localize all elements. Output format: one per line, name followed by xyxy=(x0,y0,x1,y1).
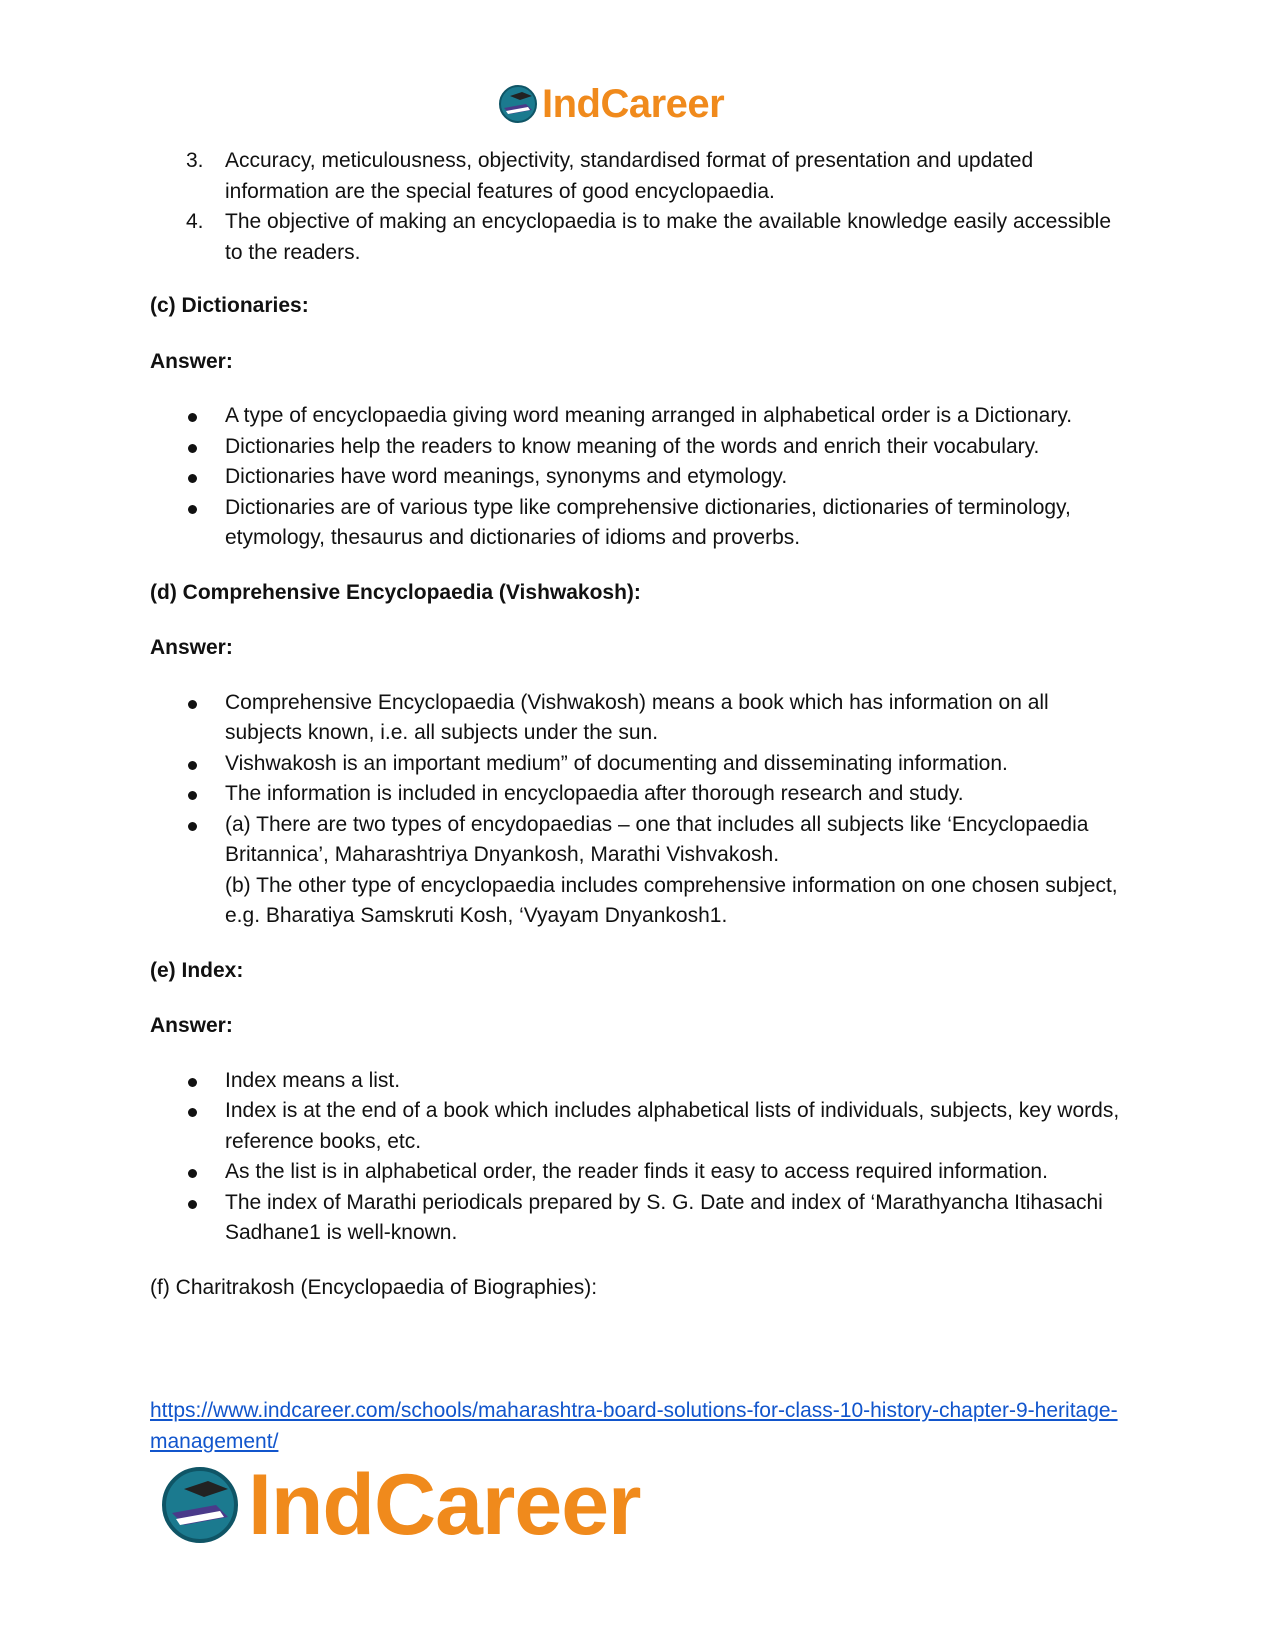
answer-label: Answer: xyxy=(150,636,233,659)
bullet-dot xyxy=(188,822,197,831)
bullet-text: Dictionaries have word meanings, synonyms and etymology. xyxy=(225,465,788,488)
bullet-item xyxy=(150,493,1130,554)
bullet-dot xyxy=(188,761,197,770)
list-marker: 3. xyxy=(186,149,204,172)
footer-url-link[interactable]: https://www.indcareer.com/schools/maharashtra-board-solutions-for-class-10-history-chapter-9-heritage-management/ xyxy=(150,1399,1118,1453)
document-body xyxy=(150,146,1130,1303)
bullet-dot xyxy=(188,700,197,709)
bullet-text: (a) There are two types of encydopaedias – one that includes all subjects like ‘Encyclopaedia Britannica’, Maharashtriya Dnyankosh, Marathi Vishvakosh. xyxy=(225,812,1089,866)
footer-logo xyxy=(160,1456,641,1553)
header-logo xyxy=(498,82,724,126)
globe-book-icon xyxy=(498,84,538,124)
bullet-dot xyxy=(188,1078,197,1087)
bullet-text: The index of Marathi periodicals prepared by S. G. Date and index of ‘Marathyancha Itihasachi Sadhane1 is well-known. xyxy=(225,1190,1103,1244)
answer-label: Answer: xyxy=(150,349,233,373)
section-heading: (d) Comprehensive Encyclopaedia (Vishwakosh): xyxy=(150,580,641,604)
bullet-item xyxy=(150,462,1130,493)
bullet-text: Index means a list. xyxy=(225,1068,401,1092)
bullet-text: Vishwakosh is an important medium” of documenting and disseminating information. xyxy=(225,751,1008,775)
bullet-item xyxy=(150,779,1130,810)
answer-label: Answer: xyxy=(150,1014,233,1037)
bullet-dot xyxy=(188,791,197,800)
bullet-item xyxy=(150,401,1130,432)
bullet-dot xyxy=(188,413,197,422)
bullet-item xyxy=(150,1066,1130,1097)
bullet-dot xyxy=(188,505,197,514)
bullet-list xyxy=(150,401,1130,554)
bullet-text: Dictionaries are of various type like comprehensive dictionaries, dictionaries of terminology, etymology, thesaurus and dictionaries of idioms and proverbs. xyxy=(225,495,1071,549)
bullet-dot xyxy=(188,444,197,453)
list-item-text: Accuracy, meticulousness, objectivity, standardised format of presentation and updated information are the special features of good encyclopaedia. xyxy=(225,149,1034,203)
list-marker: 4. xyxy=(186,210,204,233)
bullet-text: The information is included in encyclopaedia after thorough research and study. xyxy=(225,782,964,805)
bullet-text: Dictionaries help the readers to know meaning of the words and enrich their vocabulary. xyxy=(225,434,1040,458)
bullet-item xyxy=(150,1096,1130,1157)
bullet-item xyxy=(150,1188,1130,1249)
bullet-dot xyxy=(188,1108,197,1117)
section-heading: (e) Index: xyxy=(150,958,244,982)
bullet-item xyxy=(150,1157,1130,1188)
bullet-text: A type of encyclopaedia giving word meaning arranged in alphabetical order is a Dictionary. xyxy=(225,404,1073,427)
bullet-text: Comprehensive Encyclopaedia (Vishwakosh) means a book which has information on all subjects known, i.e. all subjects under the sun. xyxy=(225,690,1049,744)
numbered-list xyxy=(150,146,1130,268)
section-heading: (c) Dictionaries: xyxy=(150,294,309,317)
bullet-subtext: (b) The other type of encyclopaedia includes comprehensive information on one chosen subject, e.g. Bharatiya Samskruti Kosh, ‘Vyayam Dnyankosh1. xyxy=(225,873,1118,927)
bullet-item xyxy=(150,810,1130,932)
list-item xyxy=(150,146,1130,207)
list-item xyxy=(150,207,1130,268)
globe-book-icon xyxy=(160,1465,240,1545)
brand-name: IndCareer xyxy=(248,1456,641,1553)
bullet-text: Index is at the end of a book which includes alphabetical lists of individuals, subjects, key words, reference books, etc. xyxy=(225,1099,1120,1153)
bullet-item xyxy=(150,688,1130,749)
brand-name: IndCareer xyxy=(542,81,725,126)
bullet-text: As the list is in alphabetical order, the reader finds it easy to access required information. xyxy=(225,1160,1048,1183)
bullet-item xyxy=(150,749,1130,780)
bullet-item xyxy=(150,432,1130,463)
section-heading-f: (f) Charitrakosh (Encyclopaedia of Biographies): xyxy=(150,1275,598,1299)
bullet-list xyxy=(150,1066,1130,1249)
bullet-dot xyxy=(188,1169,197,1178)
bullet-list xyxy=(150,688,1130,932)
bullet-dot xyxy=(188,474,197,483)
list-item-text: The objective of making an encyclopaedia is to make the available knowledge easily accessible to the readers. xyxy=(225,210,1112,264)
bullet-dot xyxy=(188,1200,197,1209)
